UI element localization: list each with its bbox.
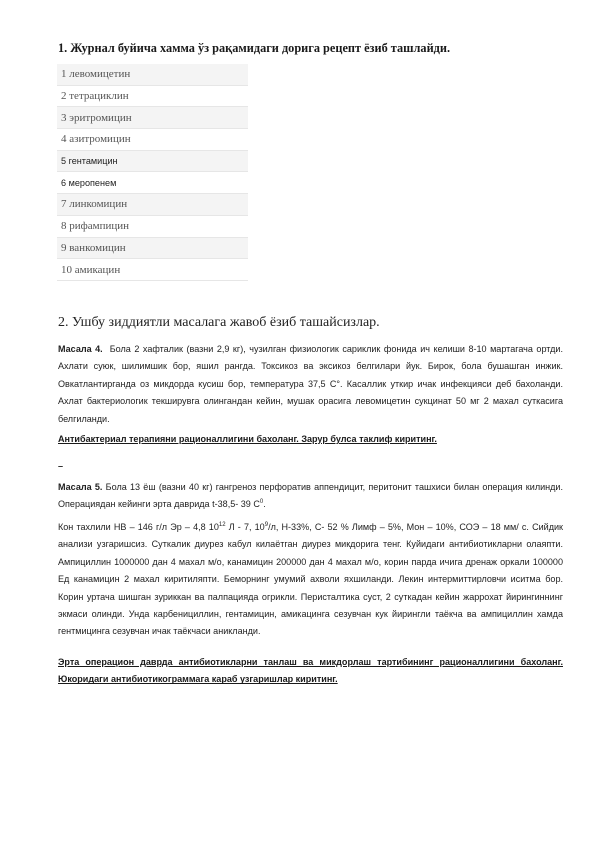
drug-row: 4 азитромицин [57, 129, 248, 151]
task5-label: Масала 5. [58, 482, 103, 492]
drug-row: 1 левомицетин [57, 64, 248, 86]
labs-text: /л, Н-33%, С- 52 % Лимф – 5%, Мон – 10%, СОЭ – 18 мм/ с. Сийдик анализи узгаришсиз. Суткалик диурез кабул килаётган диурез микдорига тенг. Куйидаги антибиотикларни олаяпти. Ампициллин 1000000 дан 4 махал м/о, канамицин 200000 дан 4 махал м/о, корин парда ичига дренаж оркали 100000 Ед канамицин 2 махал киритиляпти. Беморнинг умумий ахволи яхшиланди. Лекин интермиттирловчи иситма бор. Корин уртача шишган зуриккан ва палпацияда огрикли. Перисталтика суст, 2 суткадан кейин жаррохат йирингиннинг экмаси олинди. Унда карбенициллин, гентамицин, амикацинга сезувчан кук йирингли таёкча ва ампициллин хамда гентмицинга сезувчан ичак таёкчаси аникланди. [58, 522, 564, 637]
task5-labs-paragraph [58, 519, 563, 641]
drug-row: 10 амикацин [57, 259, 248, 281]
drug-row: 2 тетрациклин [57, 86, 248, 108]
drug-row: 7 линкомицин [57, 194, 248, 216]
task4-paragraph [58, 341, 563, 428]
exponent-superscript: 12 [218, 521, 226, 528]
task5-question: Эрта операцион даврда антибиотикларни танлаш ва микдорлаш тартибининг рационаллигини бахоланг. Юкоридаги антибиотикограммага караб узгаришлар киритинг. [58, 657, 563, 685]
labs-text: Л - 7, 10 [225, 522, 265, 532]
heading-prescription-task: 1. Журнал буйича хамма ўз рақамидаги дорига рецепт ёзиб ташлайди. [58, 41, 451, 55]
task5-paragraph [58, 479, 563, 514]
drug-list-table [57, 64, 248, 281]
degree-superscript: 0 [259, 499, 264, 506]
task4-label: Масала 4. [58, 344, 103, 354]
task4-question: Антибактериал терапияни рационаллигини бахоланг. Зарур булса таклиф киритинг. [58, 434, 437, 444]
labs-text: Кон тахлили НВ – 146 г/л Эр – 4,8 10 [58, 522, 219, 532]
task4-text: Бола 2 хафталик (вазни 2,9 кг), чузилган физиологик сариклик фонида ич келиши 8-10 мартагача ортди. Ахлати суюк, шилимшик бор, яшил рангда. Токсикоз ва эксикоз белгилари йук. Бирок, бола бушашган инжик. Овкатлантирганда оз микдорда кусиш бор, температура 37,5 С°. Касаллик уткир ичак инфекцияси деб бахоланди. Ахлат бактериологик текширувга олингандан кейин, мушак орасига левомицетин сукцинат 50 мг 2 махал суткасига белгиланди. [58, 344, 563, 424]
drug-row: 5 гентамицин [57, 151, 248, 173]
task4-dash: – [58, 461, 64, 471]
exponent-superscript: 9 [264, 521, 269, 528]
task5-text-end: . [263, 499, 266, 510]
drug-row: 3 эритромицин [57, 107, 248, 129]
task5-text: Бола 13 ёш (вазни 40 кг) гангреноз перфоратив аппендицит, перитонит ташхиси билан операция килинди. Операциядан кейинги эрта даврида t-38,5- 39 С [58, 482, 563, 510]
drug-row: 9 ванкомицин [57, 238, 248, 260]
drug-row: 6 меропенем [57, 172, 248, 194]
heading-case-tasks: 2. Ушбу зиддиятли масалага жавоб ёзиб ташайсизлар. [58, 315, 380, 330]
drug-row: 8 рифампицин [57, 216, 248, 238]
